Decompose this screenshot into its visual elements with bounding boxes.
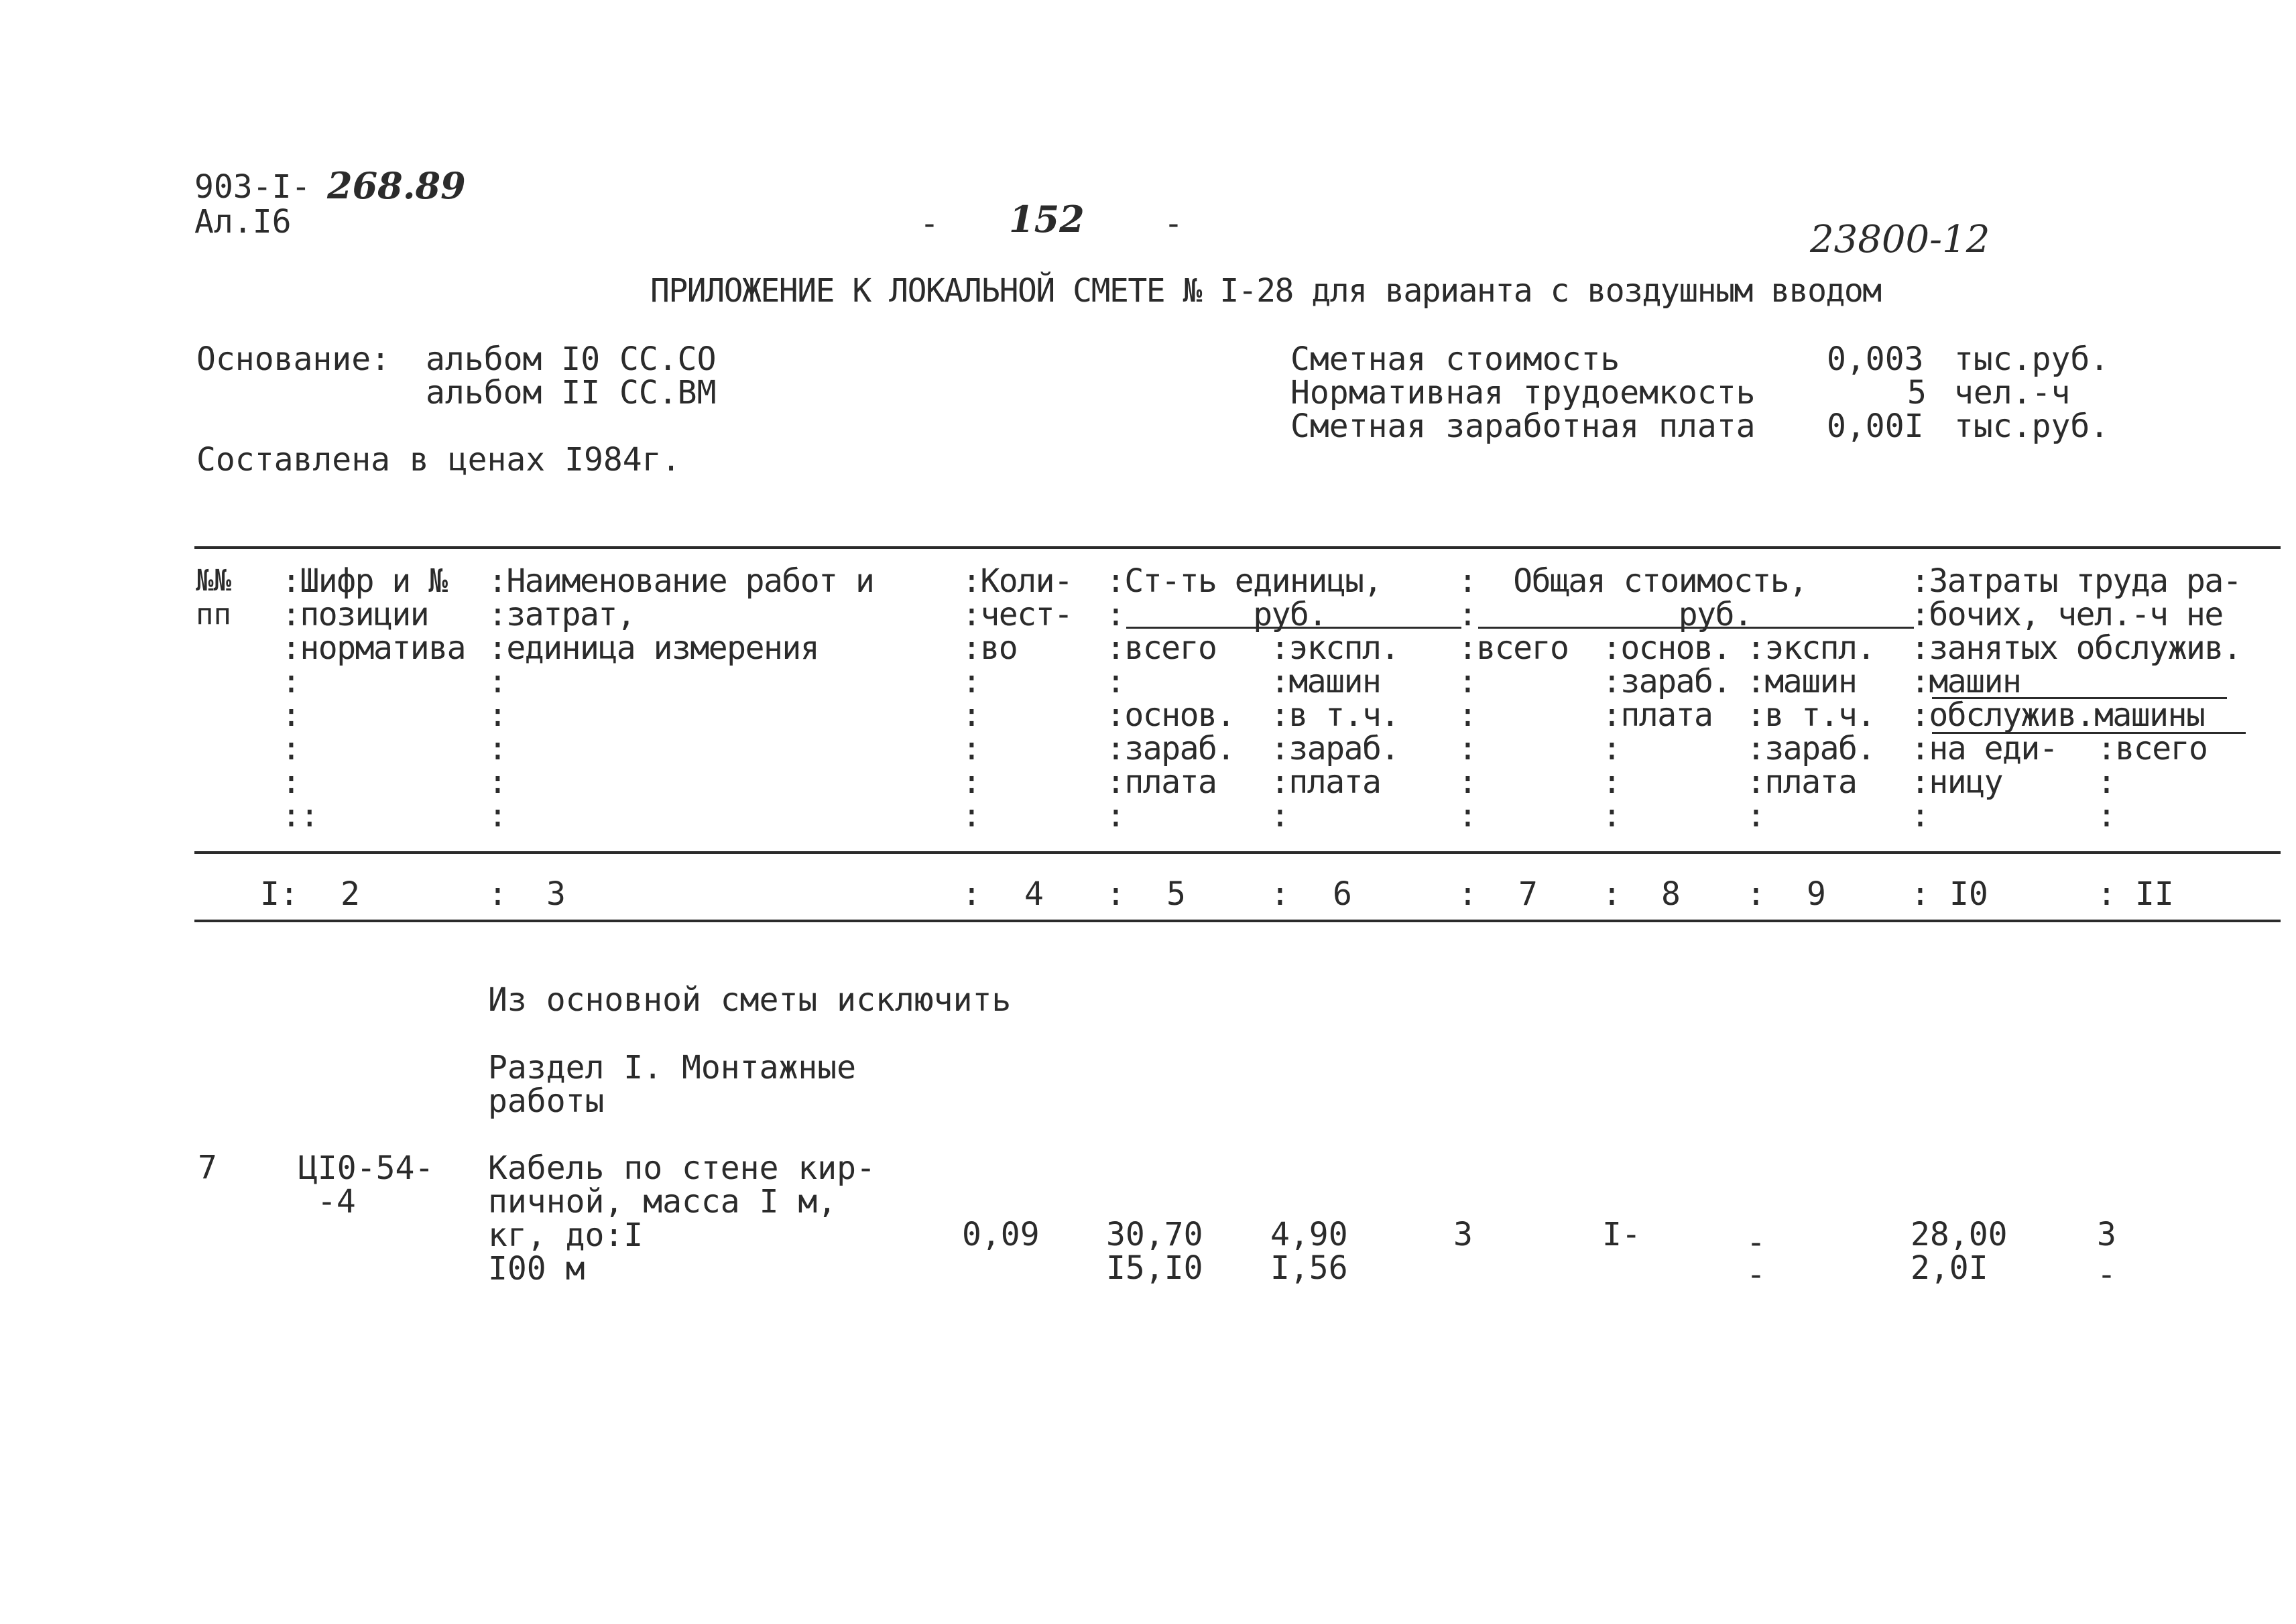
summary-label: Нормативная трудоемкость [1290, 374, 1756, 412]
price-level: Составлена в ценах I984г. [196, 441, 681, 479]
header-total-machines: :экспл. :машин :в т.ч. :зараб. :плата : [1746, 629, 1875, 834]
header-unit-machines: :экспл. :машин :в т.ч. :зараб. :плата : [1270, 629, 1399, 834]
header-total-cost: : Общая стоимость, : руб. [1458, 562, 1807, 633]
row-name: Кабель по стене кир- пичной, масса I м, кг, до:I I00 м [488, 1149, 875, 1288]
column-separator: : [962, 875, 981, 913]
page-dash-right: - [1164, 205, 1183, 243]
document-title: ПРИЛОЖЕНИЕ К ЛОКАЛЬНОЙ СМЕТЕ № I-28 для варианта с воздушным вводом [650, 272, 1881, 310]
column-number: 4 [1024, 875, 1044, 913]
basis-label: Основание: [196, 340, 390, 378]
header-labor: :Затраты труда ра- :бочих, чел.-ч не :занятых обслужив. :машин :обслужив.машины [1911, 562, 2242, 734]
exclude-note: Из основной сметы исключить [488, 981, 1012, 1019]
row-total-machines: - [1746, 1224, 1766, 1261]
column-number: I0 [1949, 875, 1988, 913]
summary-label: Сметная заработная плата [1290, 408, 1756, 445]
page-dash-left: - [920, 205, 939, 243]
row-total-wage: I- [1602, 1216, 1641, 1253]
header-labor-total: :всего : : [2097, 730, 2208, 834]
header-code: :Шифр и № :позиции :норматива : : : : :: [282, 562, 465, 834]
column-number: 7 [1518, 875, 1538, 913]
section-title: Раздел I. Монтажные работы [488, 1049, 857, 1120]
row-total-machines-wage: - [1746, 1256, 1766, 1294]
summary-value: 0,00I [1827, 408, 1924, 445]
header-num: №№ пп [196, 564, 231, 631]
column-number: 2 [341, 875, 360, 913]
header-unit-cost: :Ст-ть единицы, : руб. [1106, 562, 1382, 633]
row-labor-per-unit: 28,00 [1911, 1216, 2008, 1253]
summary-unit: тыс.руб. [1954, 408, 2110, 445]
series-code: 903-I- [194, 168, 311, 206]
header-labor-per-unit: :на еди- :ницу : [1911, 730, 2058, 834]
summary-value: 0,003 [1827, 340, 1924, 378]
column-number: I: [260, 875, 299, 913]
column-separator: : [1602, 875, 1622, 913]
row-qty: 0,09 [962, 1216, 1040, 1253]
header-unit-total: :всего : :основ. :зараб. :плата : [1106, 629, 1235, 834]
row-unit-total: 30,70 [1106, 1216, 1203, 1253]
row-code: ЦI0-54- -4 [298, 1149, 434, 1221]
row-number: 7 [198, 1149, 217, 1186]
column-number: 3 [546, 875, 566, 913]
row-unit-machines-wage: I,56 [1270, 1249, 1348, 1287]
column-numbers-bottom-rule [194, 920, 2281, 922]
summary-label: Сметная стоимость [1290, 340, 1620, 378]
album-label: Ал.I6 [194, 203, 292, 241]
basis-album-1: альбом I0 СС.СО [426, 340, 717, 378]
row-unit-machines: 4,90 [1270, 1216, 1348, 1253]
column-number: 5 [1166, 875, 1186, 913]
column-number: 6 [1333, 875, 1352, 913]
summary-value: 5 [1907, 374, 1927, 412]
table-top-rule [194, 546, 2281, 549]
column-separator: : [1746, 875, 1766, 913]
inventory-number: 23800-12 [1810, 218, 1990, 261]
column-number: 8 [1661, 875, 1681, 913]
header-total: :всего : : : : : [1458, 629, 1569, 834]
row-labor-total-machines: - [2097, 1256, 2116, 1294]
basis-album-2: альбом II СС.ВМ [426, 374, 717, 412]
column-number: II [2135, 875, 2174, 913]
row-labor-total: 3 [2097, 1216, 2116, 1253]
page-number: 152 [1009, 198, 1085, 241]
column-separator: : [1911, 875, 1930, 913]
summary-unit: тыс.руб. [1954, 340, 2110, 378]
column-number: 9 [1807, 875, 1826, 913]
header-name: :Наименование работ и :затрат, :единица измерения : : : : : [488, 562, 874, 834]
row-total: 3 [1453, 1216, 1473, 1253]
column-separator: : [488, 875, 507, 913]
header-qty: :Коли- :чест- :во : : : : : [962, 562, 1073, 834]
row-labor-per-unit-machines: 2,0I [1911, 1249, 1988, 1287]
header-bottom-rule [194, 851, 2281, 854]
row-unit-wage: I5,I0 [1106, 1249, 1203, 1287]
column-separator: : [1458, 875, 1477, 913]
column-separator: : [1106, 875, 1126, 913]
column-separator: : [1270, 875, 1290, 913]
series-code-handwritten: 268.89 [327, 164, 466, 207]
header-total-wage: :основ. :зараб. :плата : : : [1602, 629, 1731, 834]
summary-unit: чел.-ч [1954, 374, 2071, 412]
column-separator: : [2097, 875, 2116, 913]
